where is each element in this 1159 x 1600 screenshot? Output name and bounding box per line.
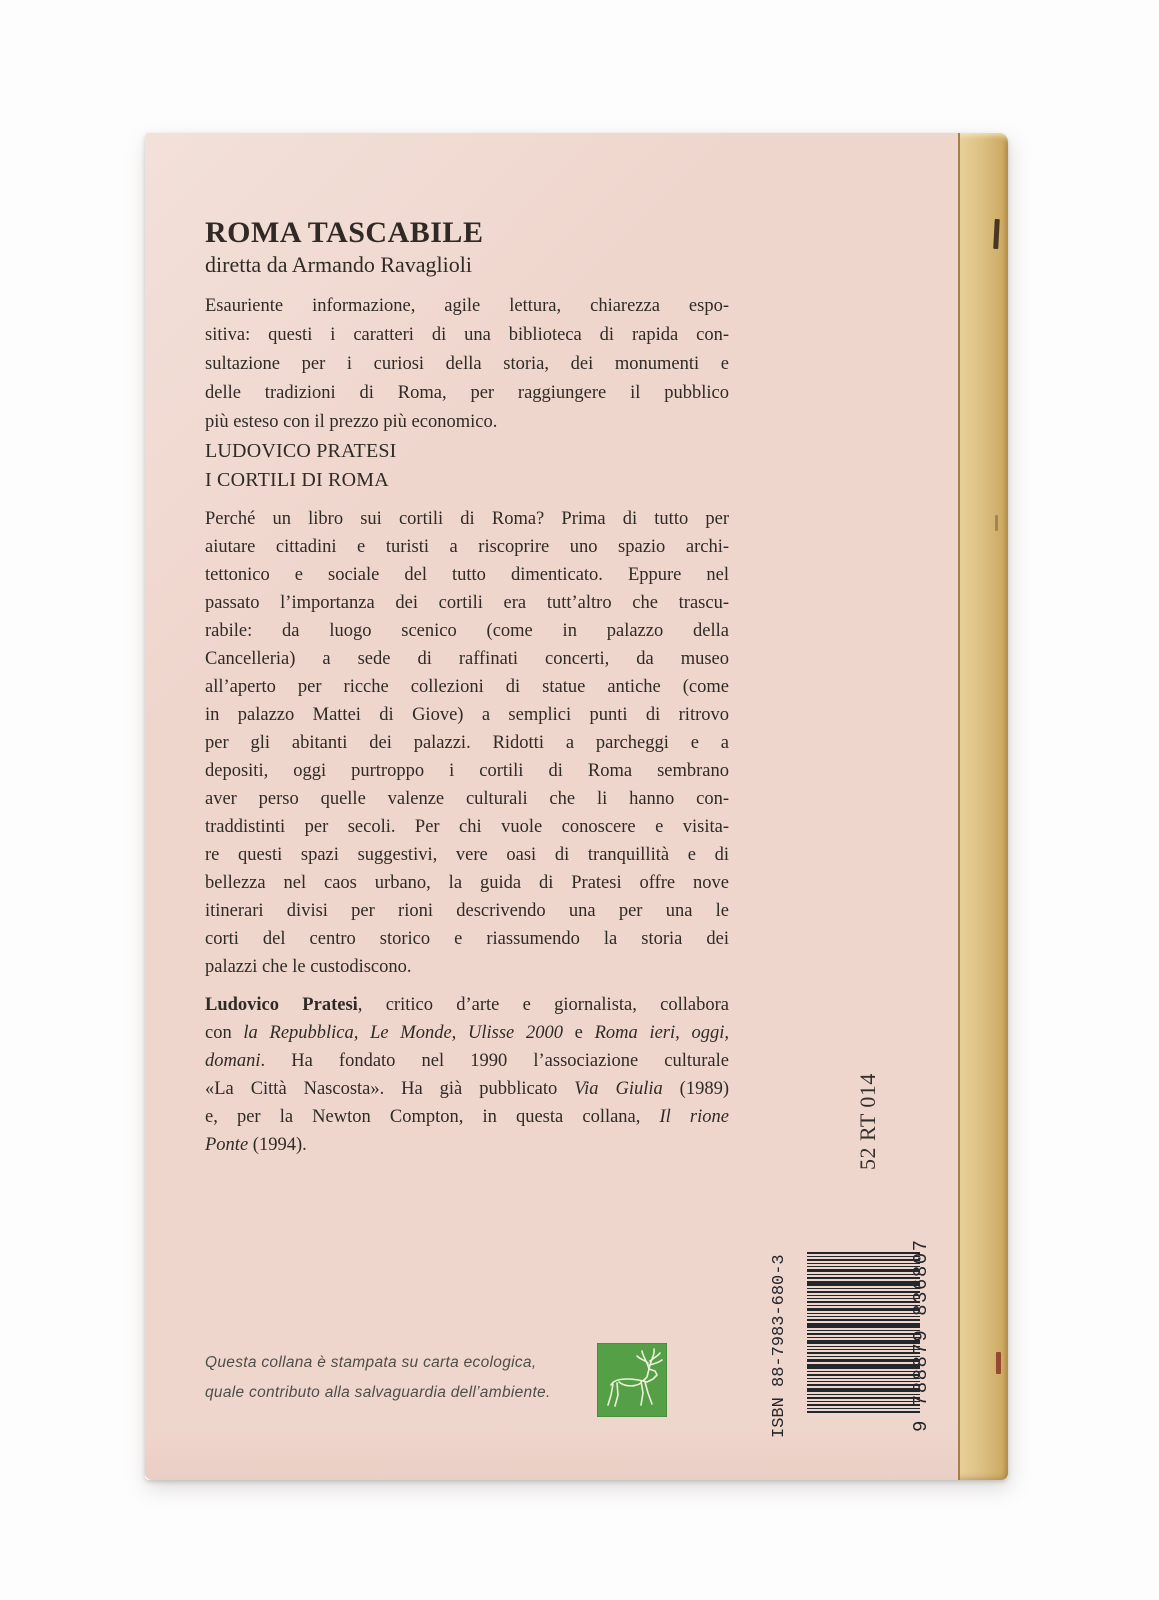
- book-title: I CORTILI DI ROMA: [205, 469, 389, 491]
- text-line: sultazione per i curiosi della storia, dei monumenti e: [205, 354, 729, 374]
- edge-mark: [995, 515, 998, 531]
- text-line: passato l’importanza dei cortili era tutt’altro che trascu-: [205, 593, 729, 613]
- text-segment: Ludovico Pratesi: [205, 995, 358, 1015]
- text-segment: , critico d’arte e giornalista, collabora: [357, 995, 729, 1015]
- text-line: [205, 1019, 729, 1047]
- text-line: [205, 1075, 729, 1103]
- author-title-block: [205, 437, 729, 495]
- text-line: aver perso quelle valenze culturali che li hanno con-: [205, 789, 729, 809]
- text-segment: . Ha fondato nel 1990 l’associazione culturale: [260, 1051, 729, 1071]
- text-line: [205, 1131, 729, 1159]
- text-line: Questa collana è stampata su carta ecologica,: [205, 1354, 537, 1371]
- text-segment: Il rione: [659, 1107, 729, 1127]
- author-bio-paragraph: [205, 991, 729, 1159]
- text-line: in palazzo Mattei di Giove) a semplici punti di ritrovo: [205, 705, 729, 725]
- text-line: bellezza nel caos urbano, la guida di Pratesi offre nove: [205, 873, 729, 893]
- text-segment: Ponte: [205, 1135, 249, 1155]
- text-segment: e: [562, 1023, 595, 1043]
- text-line: traddistinti per secoli. Per chi vuole conoscere e visita-: [205, 817, 729, 837]
- author-name: LUDOVICO PRATESI: [205, 440, 397, 462]
- text-line: palazzi che le custodiscono.: [205, 957, 412, 977]
- reindeer-icon: [597, 1343, 667, 1417]
- text-line: [205, 1047, 729, 1075]
- ean-number: 9 788879 836807: [910, 1238, 932, 1432]
- text-line: Perché un libro sui cortili di Roma? Prima di tutto per: [205, 509, 729, 529]
- cover-face: [145, 133, 960, 1480]
- series-title: ROMA TASCABILE: [205, 216, 484, 249]
- text-line: rabile: da luogo scenico (come in palazzo della: [205, 621, 729, 641]
- fore-edge: [958, 133, 1008, 1480]
- text-segment: (1989): [662, 1079, 729, 1099]
- description-paragraph: [205, 505, 729, 981]
- text-segment: «La Città Nascosta». Ha già pubblicato: [205, 1079, 575, 1099]
- text-segment: la Repubblica, Le Monde, Ulisse 2000: [243, 1023, 563, 1043]
- text-line: itinerari divisi per rioni descrivendo una per una le: [205, 901, 729, 921]
- text-line: delle tradizioni di Roma, per raggiungere il pubblico: [205, 383, 729, 403]
- catalog-code: 52 RT 014: [855, 1073, 880, 1170]
- edge-mark: [993, 219, 1000, 249]
- text-line: più esteso con il prezzo più economico.: [205, 412, 498, 432]
- text-line: tettonico e sociale del tutto dimenticato. Eppure nel: [205, 565, 729, 585]
- book-back-cover: [145, 133, 1008, 1480]
- edge-mark-red: [996, 1352, 1001, 1374]
- text-line: per gli abitanti dei palazzi. Ridotti a parcheggi e a: [205, 733, 729, 753]
- text-line: Esauriente informazione, agile lettura, chiarezza espo-: [205, 296, 729, 316]
- text-segment: (1994).: [248, 1135, 307, 1155]
- text-line: quale contributo alla salvaguardia dell’ambiente.: [205, 1384, 551, 1401]
- text-segment: domani: [205, 1051, 261, 1071]
- series-editor: diretta da Armando Ravaglioli: [205, 252, 472, 277]
- intro-paragraph: [205, 292, 729, 437]
- text-line: corti del centro storico e riassumendo la storia dei: [205, 929, 729, 949]
- text-column: [205, 216, 729, 1159]
- barcode: [807, 1252, 920, 1413]
- text-line: [205, 1103, 729, 1131]
- eco-note: [205, 1348, 597, 1408]
- text-line: depositi, oggi purtroppo i cortili di Roma sembrano: [205, 761, 729, 781]
- text-segment: Via Giulia: [574, 1079, 663, 1099]
- text-line: [205, 991, 729, 1019]
- text-line: sitiva: questi i caratteri di una biblioteca di rapida con-: [205, 325, 729, 345]
- isbn-label: ISBN 88-7983-680-3: [770, 1254, 789, 1438]
- text-segment: e, per la Newton Compton, in questa collana,: [205, 1107, 660, 1127]
- text-segment: Roma ieri, oggi,: [594, 1023, 729, 1043]
- text-segment: con: [205, 1023, 244, 1043]
- text-line: aiutare cittadini e turisti a riscoprire uno spazio archi-: [205, 537, 729, 557]
- text-line: Cancelleria) a sede di raffinati concerti, da museo: [205, 649, 729, 669]
- text-line: all’aperto per ricche collezioni di statue antiche (come: [205, 677, 729, 697]
- text-line: re questi spazi suggestivi, vere oasi di tranquillità e di: [205, 845, 729, 865]
